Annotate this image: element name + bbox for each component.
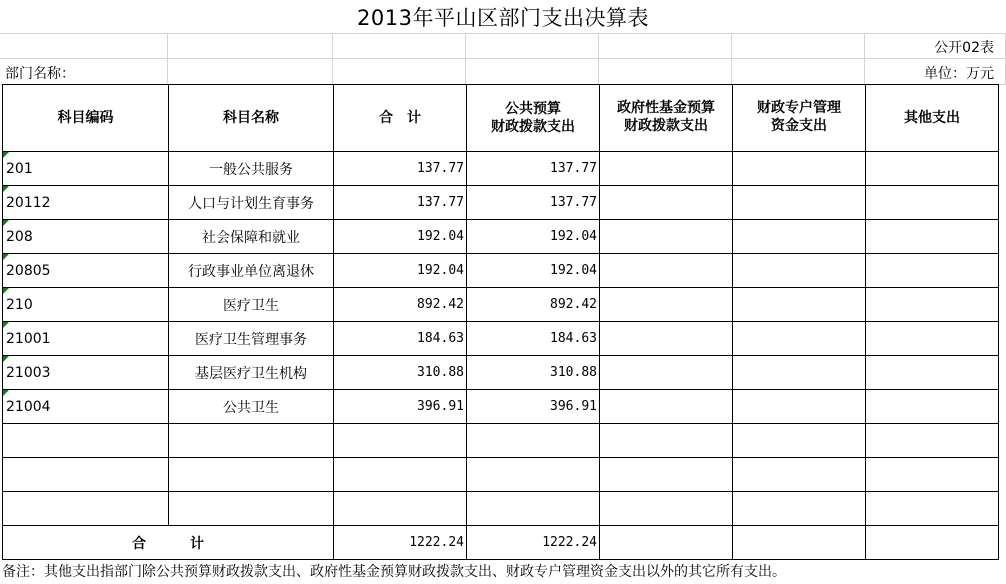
cell-gov-fund[interactable] [600, 254, 733, 288]
grid-cell[interactable] [466, 59, 599, 85]
cell-public-budget[interactable]: 892.42 [467, 288, 600, 322]
cell-name[interactable]: 行政事业单位离退休 [169, 254, 334, 288]
cell-total[interactable]: 396.91 [334, 390, 467, 424]
cell-total[interactable]: 310.88 [334, 356, 467, 390]
grid-cell[interactable] [333, 59, 466, 85]
header-public-budget[interactable] [467, 85, 600, 152]
empty-cell[interactable] [334, 492, 467, 526]
cell-special[interactable] [733, 152, 866, 186]
grid-cell[interactable] [466, 33, 599, 59]
empty-cell[interactable] [866, 492, 999, 526]
total-label-part1: 合 [132, 535, 146, 552]
grid-cell[interactable] [599, 33, 732, 59]
cell-special[interactable] [733, 254, 866, 288]
empty-cell[interactable] [169, 458, 334, 492]
empty-cell[interactable] [3, 492, 169, 526]
empty-cell[interactable] [733, 458, 866, 492]
cell-gov-fund[interactable] [600, 390, 733, 424]
header-total[interactable]: 合 计 [334, 85, 467, 152]
grid-cell[interactable] [168, 33, 333, 59]
total-label-cell[interactable] [3, 526, 334, 560]
empty-cell[interactable] [334, 458, 467, 492]
cell-other[interactable] [866, 254, 999, 288]
cell-other[interactable] [866, 186, 999, 220]
cell-code[interactable]: 21001 [3, 322, 169, 356]
table-row [3, 390, 999, 424]
expenditure-table [2, 84, 999, 560]
cell-public-budget[interactable]: 192.04 [467, 220, 600, 254]
total-row [3, 526, 999, 560]
cell-other[interactable] [866, 390, 999, 424]
cell-name[interactable]: 基层医疗卫生机构 [169, 356, 334, 390]
empty-cell[interactable] [733, 492, 866, 526]
cell-name[interactable]: 社会保障和就业 [169, 220, 334, 254]
cell-special[interactable] [733, 288, 866, 322]
empty-cell[interactable] [3, 458, 169, 492]
grid-cell[interactable] [599, 59, 732, 85]
table-header-row [3, 85, 999, 152]
cell-special[interactable] [733, 356, 866, 390]
cell-other[interactable] [866, 288, 999, 322]
cell-total[interactable]: 184.63 [334, 322, 467, 356]
table-row [3, 220, 999, 254]
table-row [3, 186, 999, 220]
cell-total[interactable]: 192.04 [334, 254, 467, 288]
cell-special[interactable] [733, 390, 866, 424]
empty-cell[interactable] [733, 526, 866, 560]
empty-table-row [3, 424, 999, 458]
cell-public-budget[interactable]: 184.63 [467, 322, 600, 356]
form-number: 公开02表 [934, 40, 994, 56]
cell-special[interactable] [733, 186, 866, 220]
cell-code[interactable]: 21003 [3, 356, 169, 390]
grid-cell[interactable] [0, 33, 168, 59]
header-gov-fund[interactable] [600, 85, 733, 152]
cell-other[interactable] [866, 322, 999, 356]
header-special-line2: 资金支出 [771, 118, 827, 134]
unit-label: 单位：万元 [924, 66, 994, 82]
sheet-title: 2013年平山区部门支出决算表 [357, 5, 649, 30]
grid-cell[interactable] [168, 59, 333, 85]
cell-other[interactable] [866, 356, 999, 390]
cell-code[interactable]: 210 [3, 288, 169, 322]
header-public-budget-line2: 财政拨款支出 [491, 119, 575, 135]
empty-cell[interactable] [600, 526, 733, 560]
cell-code[interactable]: 21004 [3, 390, 169, 424]
cell-total[interactable]: 137.77 [334, 186, 467, 220]
cell-name[interactable]: 一般公共服务 [169, 152, 334, 186]
cell-name[interactable]: 医疗卫生管理事务 [169, 322, 334, 356]
cell-code[interactable]: 208 [3, 220, 169, 254]
department-name-label: 部门名称： [5, 66, 75, 82]
cell-public-budget[interactable]: 396.91 [467, 390, 600, 424]
cell-other[interactable] [866, 152, 999, 186]
table-row [3, 254, 999, 288]
cell-public-budget[interactable]: 192.04 [467, 254, 600, 288]
empty-cell[interactable] [600, 424, 733, 458]
footnote-remark: 备注：其他支出指部门除公共预算财政拨款支出、政府性基金预算财政拨款支出、财政专户管理资金支出以外的其它所有支出。 [2, 564, 786, 580]
cell-public-budget[interactable]: 137.77 [467, 152, 600, 186]
header-subject-name[interactable]: 科目名称 [169, 85, 334, 152]
table-row [3, 322, 999, 356]
empty-cell[interactable] [467, 492, 600, 526]
empty-cell[interactable] [866, 424, 999, 458]
empty-cell[interactable] [600, 492, 733, 526]
cell-public-budget[interactable]: 310.88 [467, 356, 600, 390]
cell-public-budget[interactable]: 137.77 [467, 186, 600, 220]
empty-table-row [3, 458, 999, 492]
empty-cell[interactable] [467, 424, 600, 458]
empty-cell[interactable] [169, 424, 334, 458]
cell-gov-fund[interactable] [600, 322, 733, 356]
cell-gov-fund[interactable] [600, 152, 733, 186]
cell-gov-fund[interactable] [600, 186, 733, 220]
total-sum-cell[interactable]: 1222.24 [334, 526, 467, 560]
cell-code[interactable]: 201 [3, 152, 169, 186]
empty-cell[interactable] [866, 526, 999, 560]
empty-cell[interactable] [334, 424, 467, 458]
cell-name[interactable]: 人口与计划生育事务 [169, 186, 334, 220]
grid-cell[interactable] [732, 59, 865, 85]
grid-cell[interactable] [333, 33, 466, 59]
cell-total[interactable]: 192.04 [334, 220, 467, 254]
cell-other[interactable] [866, 220, 999, 254]
empty-cell[interactable] [733, 424, 866, 458]
empty-cell[interactable] [600, 458, 733, 492]
cell-special[interactable] [733, 322, 866, 356]
cell-total[interactable]: 892.42 [334, 288, 467, 322]
cell-gov-fund[interactable] [600, 356, 733, 390]
cell-code[interactable]: 20112 [3, 186, 169, 220]
cell-gov-fund[interactable] [600, 220, 733, 254]
table-row [3, 152, 999, 186]
cell-code[interactable]: 20805 [3, 254, 169, 288]
empty-cell[interactable] [3, 424, 169, 458]
total-label-part2: 计 [190, 535, 204, 552]
cell-total[interactable]: 137.77 [334, 152, 467, 186]
cell-special[interactable] [733, 220, 866, 254]
header-special-account[interactable] [733, 85, 866, 152]
cell-gov-fund[interactable] [600, 288, 733, 322]
table-row [3, 356, 999, 390]
header-gov-fund-line2: 财政拨款支出 [624, 118, 708, 134]
empty-cell[interactable] [169, 492, 334, 526]
header-grid-area [0, 33, 1006, 85]
header-public-budget-line1: 公共预算 [505, 101, 561, 117]
table-row [3, 288, 999, 322]
grid-cell[interactable] [732, 33, 865, 59]
empty-cell[interactable] [866, 458, 999, 492]
empty-table-row [3, 492, 999, 526]
empty-cell[interactable] [467, 458, 600, 492]
total-public-budget-cell[interactable]: 1222.24 [467, 526, 600, 560]
cell-name[interactable]: 公共卫生 [169, 390, 334, 424]
header-subject-code[interactable]: 科目编码 [3, 85, 169, 152]
header-other-expenditure[interactable]: 其他支出 [866, 85, 999, 152]
header-special-line1: 财政专户管理 [757, 100, 841, 116]
cell-name[interactable]: 医疗卫生 [169, 288, 334, 322]
header-gov-fund-line1: 政府性基金预算 [617, 100, 715, 116]
